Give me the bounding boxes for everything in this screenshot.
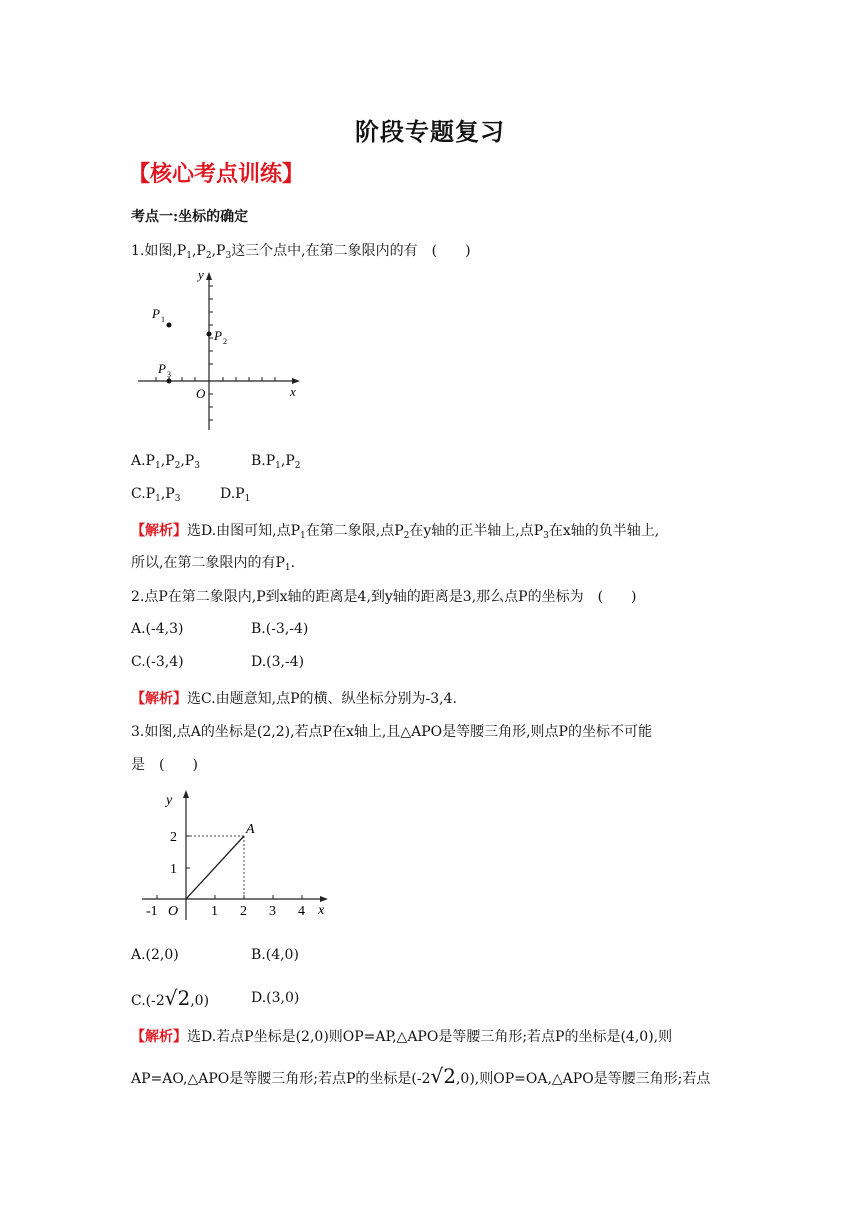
q3-analysis-line1: 【解析】选D.若点P坐标是(2,0)则OP=AP,△APO是等腰三角形;若点P的坐标是(4,0),则 bbox=[131, 1029, 673, 1045]
q3-analysis-line2: AP=AO,△APO是等腰三角形;若点P的坐标是(-2√2,0),则OP=OA,△APO是等腰三角形;若点 bbox=[131, 1064, 711, 1088]
q1-analysis-line2: 所以,在第二象限内的有$P_1$. bbox=[131, 555, 296, 573]
q3-option-b: B.(4,0) bbox=[251, 947, 299, 963]
svg-text:3: 3 bbox=[167, 370, 171, 379]
q1-figure bbox=[128, 262, 318, 437]
q1-option-a: $A.P_1,P_2,P_3$ bbox=[131, 453, 200, 471]
svg-text:2: 2 bbox=[223, 337, 227, 346]
point-p1 bbox=[167, 323, 172, 328]
q3-figure bbox=[138, 786, 338, 926]
q2-option-c: C.(-3,4) bbox=[131, 654, 184, 670]
svg-text:P: P bbox=[214, 328, 222, 343]
q2-analysis: 【解析】选C.由题意知,点P的横、纵坐标分别为-3,4. bbox=[131, 691, 457, 707]
svg-text:x: x bbox=[290, 384, 296, 399]
svg-text:4: 4 bbox=[298, 904, 305, 919]
svg-text:2: 2 bbox=[240, 904, 247, 919]
svg-text:2: 2 bbox=[170, 830, 177, 845]
q3-option-a: A.(2,0) bbox=[131, 947, 179, 963]
q3-stem-line2: 是 ( ) bbox=[131, 757, 198, 773]
q3-option-d: D.(3,0) bbox=[251, 990, 300, 1006]
svg-text:y: y bbox=[198, 267, 204, 282]
q1-option-c: $C.P_1,P_3$ bbox=[131, 486, 181, 504]
point-p3 bbox=[167, 379, 172, 384]
svg-text:O: O bbox=[168, 904, 179, 919]
page-title: 阶段专题复习 bbox=[355, 117, 505, 146]
sqrt-symbol: √2 bbox=[164, 986, 191, 1010]
svg-text:1: 1 bbox=[211, 904, 218, 919]
q1-stem: 1.如图$,P_1,P_2,P_3$这三个点中,在第二象限内的有 ( ) bbox=[131, 243, 471, 261]
svg-text:x: x bbox=[318, 903, 325, 918]
q3-option-c: C.(-2√2,0) bbox=[131, 986, 210, 1010]
section-heading: 【核心考点训练】 bbox=[128, 161, 305, 187]
q2-option-a: A.(-4,3) bbox=[131, 621, 184, 637]
topic-heading: 考点一:坐标的确定 bbox=[131, 209, 249, 225]
q2-stem: 2.点P在第二象限内,P到x轴的距离是4,到y轴的距离是3,那么点P的坐标为 ( ) bbox=[131, 589, 637, 605]
q1-option-d: $D.P_1$ bbox=[220, 486, 251, 504]
q3-stem-line1: 3.如图,点A的坐标是(2,2),若点P在x轴上,且△APO是等腰三角形,则点P的坐标不可能 bbox=[131, 724, 652, 740]
svg-text:1: 1 bbox=[161, 315, 165, 324]
q1-option-b: $B.P_1,P_2$ bbox=[251, 453, 301, 471]
svg-text:P: P bbox=[152, 306, 160, 321]
q2-option-b: B.(-3,-4) bbox=[251, 621, 309, 637]
sqrt-symbol: √2 bbox=[430, 1064, 456, 1088]
q1-analysis-line1: 【解析】选D.由图可知,点$P_1$在第二象限,点$P_2$在y轴的正半轴上,点$P_3$在x轴的负半轴上, bbox=[131, 523, 660, 541]
point-p2 bbox=[207, 332, 212, 337]
svg-text:A: A bbox=[246, 822, 255, 837]
svg-text:P: P bbox=[158, 361, 166, 376]
svg-text:-1: -1 bbox=[146, 904, 158, 919]
svg-text:3: 3 bbox=[269, 904, 276, 919]
q2-option-d: D.(3,-4) bbox=[251, 654, 305, 670]
svg-text:O: O bbox=[196, 386, 206, 401]
svg-text:y: y bbox=[166, 793, 173, 808]
svg-text:1: 1 bbox=[170, 862, 177, 877]
